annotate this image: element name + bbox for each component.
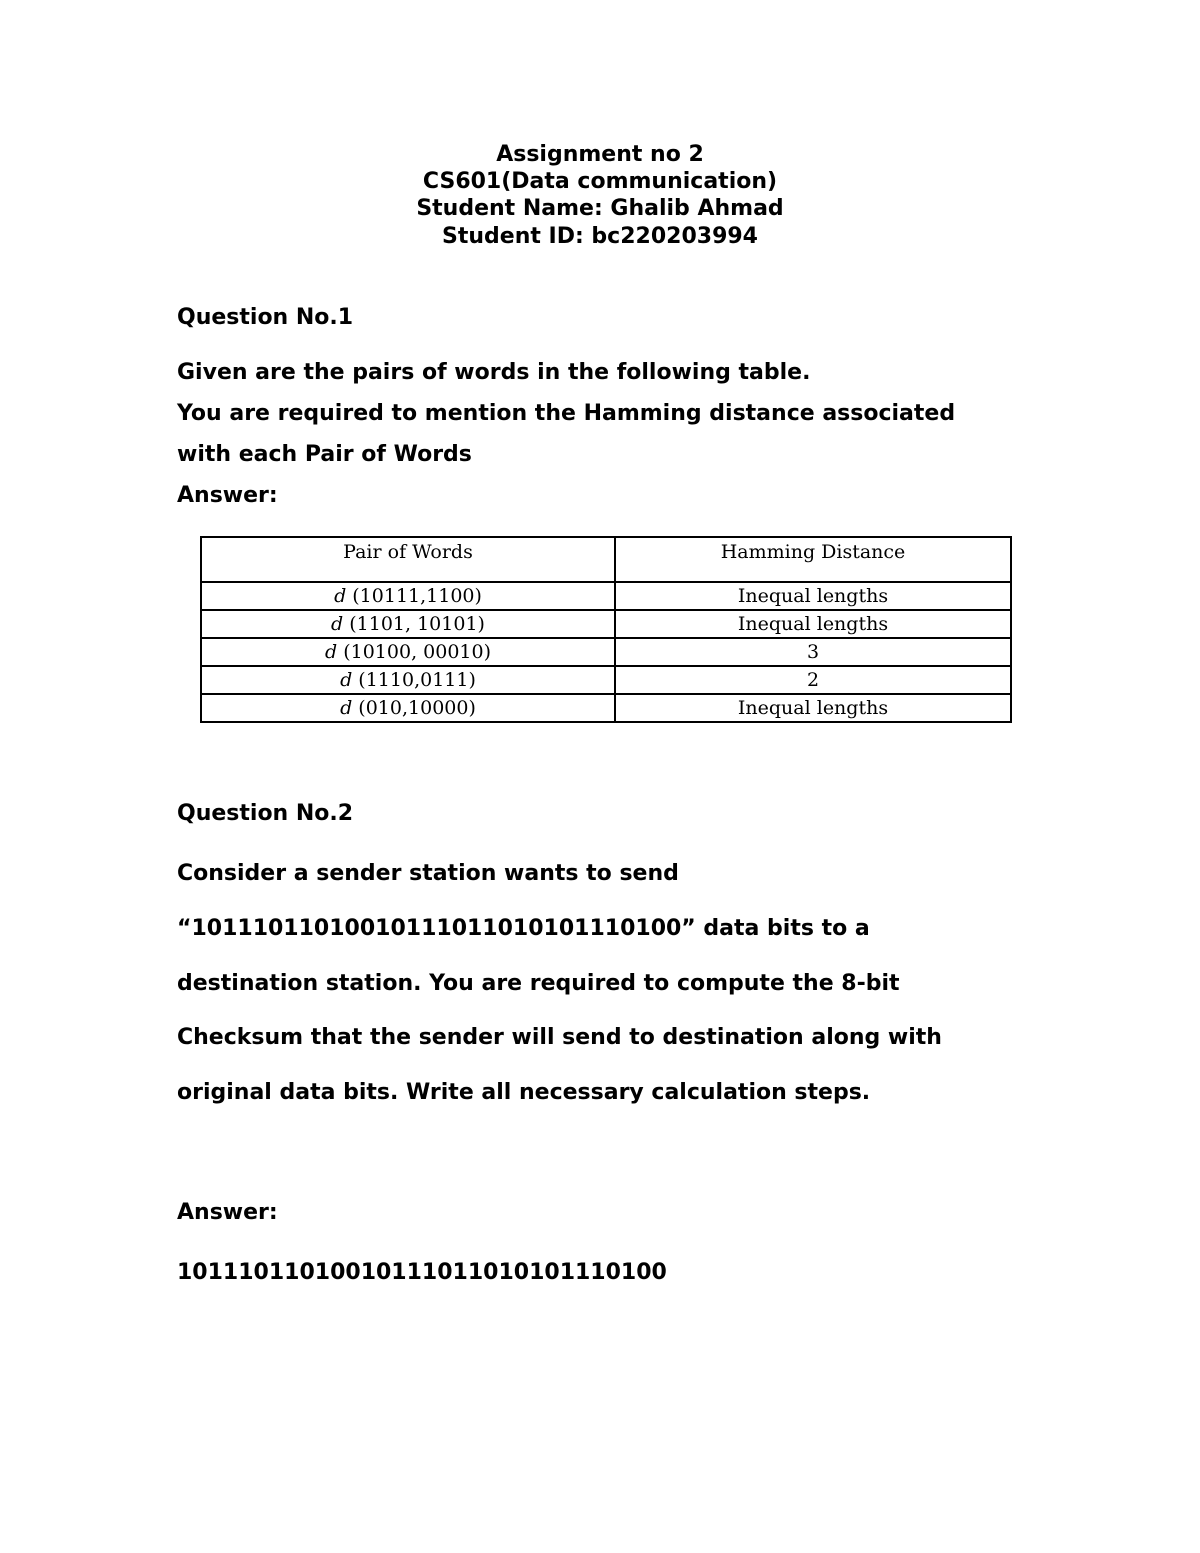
pair-cell	[201, 582, 615, 610]
assignment-title: Assignment no 2	[496, 142, 704, 167]
question-1-line-3: with each Pair of Words	[177, 442, 472, 467]
distance-function-symbol: d	[334, 585, 347, 607]
distance-cell: Inequal lengths	[615, 582, 1011, 610]
course-title: CS601(Data communication)	[422, 169, 778, 194]
question-1-answer-label: Answer:	[177, 483, 278, 508]
table-row	[201, 666, 1011, 694]
question-2-line-4: Checksum that the sender will send to destination along with	[177, 1025, 942, 1050]
header-pair-of-words: Pair of Words	[201, 537, 615, 582]
pair-value: (1110,0111)	[352, 669, 476, 691]
pair-value: (010,10000)	[352, 697, 476, 719]
question-2-answer-bits: 10111011010010111011010101110100	[177, 1260, 667, 1285]
distance-function-symbol: d	[340, 669, 353, 691]
question-2-line-3: destination station. You are required to compute the 8-bit	[177, 971, 900, 996]
table-header-row	[201, 537, 1011, 582]
pair-cell	[201, 610, 615, 638]
pair-cell	[201, 638, 615, 666]
table-row	[201, 582, 1011, 610]
question-1-line-2: You are required to mention the Hamming distance associated	[177, 401, 956, 426]
distance-cell: Inequal lengths	[615, 694, 1011, 722]
question-2-title: Question No.2	[177, 801, 354, 826]
question-2-line-2: “10111011010010111011010101110100” data bits to a	[177, 916, 870, 941]
question-1-title: Question No.1	[177, 305, 354, 330]
question-2-line-1: Consider a sender station wants to send	[177, 861, 679, 886]
table-row	[201, 694, 1011, 722]
pair-value: (10111,1100)	[346, 585, 482, 607]
question-2-answer-label: Answer:	[177, 1200, 278, 1225]
distance-cell: 2	[615, 666, 1011, 694]
pair-cell	[201, 694, 615, 722]
table-row	[201, 610, 1011, 638]
distance-function-symbol: d	[325, 641, 338, 663]
hamming-distance-table	[200, 536, 1012, 723]
pair-cell	[201, 666, 615, 694]
distance-function-symbol: d	[331, 613, 344, 635]
student-name: Student Name: Ghalib Ahmad	[416, 196, 784, 221]
table-row	[201, 638, 1011, 666]
pair-value: (10100, 00010)	[337, 641, 491, 663]
distance-cell: 3	[615, 638, 1011, 666]
question-1-line-1: Given are the pairs of words in the following table.	[177, 360, 811, 385]
pair-value: (1101, 10101)	[343, 613, 485, 635]
distance-function-symbol: d	[340, 697, 353, 719]
question-2-line-5: original data bits. Write all necessary calculation steps.	[177, 1080, 871, 1105]
student-id: Student ID: bc220203994	[442, 224, 758, 249]
distance-cell: Inequal lengths	[615, 610, 1011, 638]
header-hamming-distance: Hamming Distance	[615, 537, 1011, 582]
